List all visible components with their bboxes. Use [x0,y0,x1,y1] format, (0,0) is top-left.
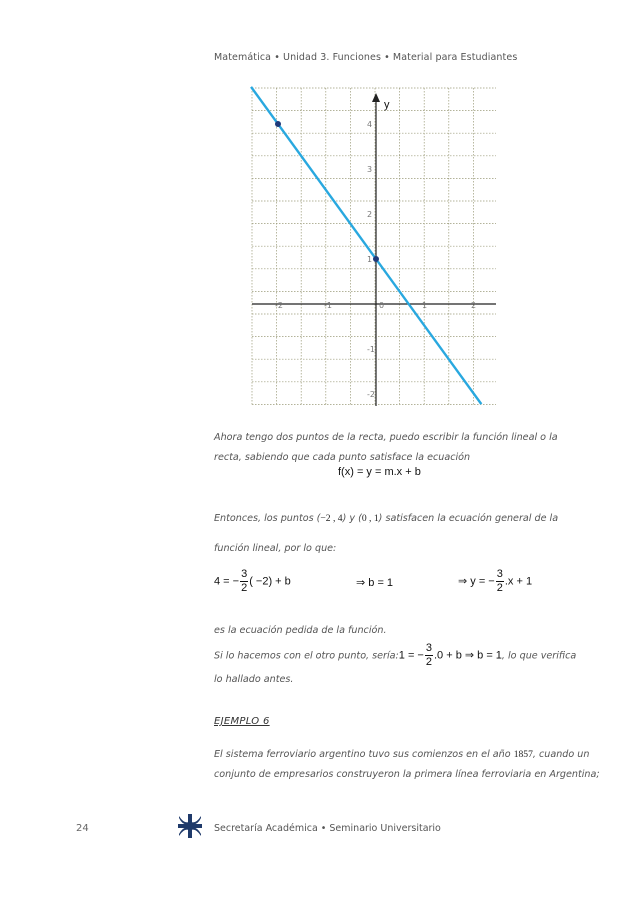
paragraph-railway-line2: conjunto de empresarios construyeron la primera línea ferroviaria en Argentina; [214,769,600,780]
footer-text: Secretaría Académica • Seminario Universitario [214,823,441,834]
paragraph-railway: El sistema ferroviario argentino tuvo sus comienzos en el año 1857, cuando un [214,749,590,760]
equation-result: ⇒ y = − $\frac{3}{2}$ .x + 1 [458,568,533,594]
linear-function-graph [250,86,498,408]
paragraph-points-line2: función lineal, por lo que: [214,543,337,554]
point-a: −2 , 4 [320,513,343,524]
x-tick-label: 0 [379,301,385,310]
paragraph-points: Entonces, los puntos (−2 , 4) y (0 , 1) satisfacen la ecuación general de la [214,513,559,524]
graph-point [275,121,281,127]
x-tick-label: 1 [422,301,428,310]
y-tick-label: 1 [367,255,373,264]
y-tick-label: 2 [367,210,373,219]
example-heading: EJEMPLO 6 [214,716,270,727]
x-tick-label: -1 [324,301,332,310]
paragraph-intro: Ahora tengo dos puntos de la recta, puedo escribir la función lineal o la recta, sabiendo que cada punto satisface la ecuación [214,432,558,463]
y-axis-label: y [384,99,390,111]
x-tick-label: -2 [275,301,283,310]
y-tick-label: 4 [367,120,373,129]
page-number: 24 [76,823,89,834]
paragraph-result: es la ecuación pedida de la función. [214,625,387,636]
equation-b-value: ⇒ b = 1 [356,577,394,589]
graph-grid [252,88,496,406]
y-tick-label: -1 [367,345,375,354]
function-line-path [251,87,481,404]
paragraph-verification: Si lo hacemos con el otro punto, sería:1 = − $\frac{3}{2}$ .0 + b ⇒ b = 1, lo que verifica [214,642,577,668]
x-tick-label: 2 [471,301,477,310]
y-tick-label: 3 [367,165,373,174]
paragraph-verification-line2: lo hallado antes. [214,674,294,685]
page-header: Matemática • Unidad 3. Funciones • Material para Estudiantes [214,52,518,63]
utn-logo-icon [178,814,202,838]
equation-substitution: 4 = − $\frac{3}{2}$ ( −2) + b [214,568,291,594]
point-b: 0 , 1 [361,513,379,524]
graph-point [373,256,379,262]
general-equation: f(x) = y = m.x + b [338,466,421,478]
year-value: 1857 [513,749,533,760]
y-tick-label: -2 [367,390,375,399]
function-line [251,87,481,404]
y-axis-arrow [372,93,380,102]
